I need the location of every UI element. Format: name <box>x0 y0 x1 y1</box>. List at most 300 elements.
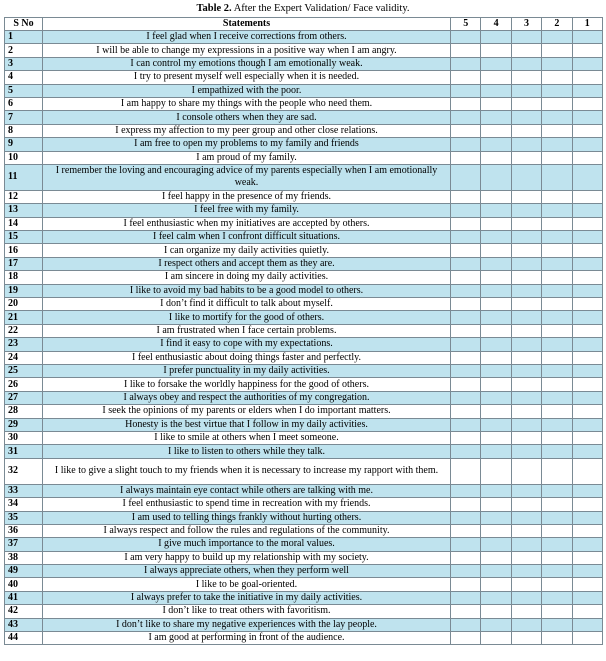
row-number-cell: 31 <box>5 445 43 458</box>
rating-cell-3 <box>511 57 541 70</box>
table-row <box>5 217 603 230</box>
statement-cell: I always respect and follow the rules and regulations of the community. <box>43 524 451 537</box>
rating-cell-5 <box>451 591 481 604</box>
table-row <box>5 391 603 404</box>
rating-cell-5 <box>451 391 481 404</box>
table-row <box>5 84 603 97</box>
rating-cell-1 <box>572 231 602 244</box>
rating-cell-4 <box>481 445 511 458</box>
rating-cell-2 <box>542 632 572 645</box>
row-number-cell: 17 <box>5 257 43 270</box>
rating-cell-1 <box>572 364 602 377</box>
table-row <box>5 71 603 84</box>
rating-cell-5 <box>451 124 481 137</box>
rating-cell-4 <box>481 418 511 431</box>
column-header-statements: Statements <box>43 18 451 31</box>
rating-cell-1 <box>572 351 602 364</box>
rating-cell-3 <box>511 605 541 618</box>
rating-cell-5 <box>451 538 481 551</box>
statement-cell: I am proud of my family. <box>43 151 451 164</box>
rating-cell-1 <box>572 31 602 44</box>
row-number-cell: 44 <box>5 632 43 645</box>
rating-cell-2 <box>542 231 572 244</box>
rating-cell-2 <box>542 578 572 591</box>
rating-cell-1 <box>572 124 602 137</box>
rating-cell-4 <box>481 431 511 444</box>
rating-cell-3 <box>511 231 541 244</box>
statement-cell: I don’t like to treat others with favoritism. <box>43 605 451 618</box>
statement-cell: I empathized with the poor. <box>43 84 451 97</box>
row-number-cell: 13 <box>5 204 43 217</box>
rating-cell-1 <box>572 244 602 257</box>
row-number-cell: 30 <box>5 431 43 444</box>
rating-cell-1 <box>572 418 602 431</box>
rating-cell-1 <box>572 378 602 391</box>
table-row <box>5 164 603 190</box>
table-row <box>5 151 603 164</box>
statement-cell: I am sincere in doing my daily activities. <box>43 271 451 284</box>
rating-cell-4 <box>481 324 511 337</box>
statement-cell: I respect others and accept them as they are. <box>43 257 451 270</box>
rating-cell-2 <box>542 431 572 444</box>
row-number-cell: 20 <box>5 298 43 311</box>
rating-cell-5 <box>451 71 481 84</box>
rating-cell-1 <box>572 578 602 591</box>
statement-cell: I find it easy to cope with my expectations. <box>43 338 451 351</box>
table-row <box>5 44 603 57</box>
rating-cell-5 <box>451 551 481 564</box>
rating-cell-2 <box>542 71 572 84</box>
rating-cell-2 <box>542 511 572 524</box>
rating-cell-3 <box>511 538 541 551</box>
rating-cell-5 <box>451 44 481 57</box>
row-number-cell: 40 <box>5 578 43 591</box>
rating-cell-3 <box>511 190 541 203</box>
row-number-cell: 41 <box>5 591 43 604</box>
rating-cell-3 <box>511 257 541 270</box>
table-row <box>5 351 603 364</box>
rating-cell-1 <box>572 431 602 444</box>
table-row <box>5 431 603 444</box>
row-number-cell: 32 <box>5 458 43 484</box>
row-number-cell: 28 <box>5 405 43 418</box>
rating-cell-4 <box>481 44 511 57</box>
rating-cell-3 <box>511 44 541 57</box>
table-row <box>5 605 603 618</box>
rating-cell-5 <box>451 484 481 497</box>
rating-cell-1 <box>572 217 602 230</box>
row-number-cell: 49 <box>5 565 43 578</box>
statement-cell: I will be able to change my expressions in a positive way when I am angry. <box>43 44 451 57</box>
table-row <box>5 405 603 418</box>
statement-cell: I don’t find it difficult to talk about myself. <box>43 298 451 311</box>
rating-cell-2 <box>542 284 572 297</box>
statement-cell: I give much importance to the moral values. <box>43 538 451 551</box>
rating-cell-5 <box>451 138 481 151</box>
statement-cell: I always prefer to take the initiative in my daily activities. <box>43 591 451 604</box>
rating-cell-2 <box>542 204 572 217</box>
rating-cell-3 <box>511 418 541 431</box>
rating-cell-1 <box>572 565 602 578</box>
rating-cell-2 <box>542 324 572 337</box>
column-header-sno: S No <box>5 18 43 31</box>
column-header-rating-3: 3 <box>511 18 541 31</box>
rating-cell-3 <box>511 111 541 124</box>
statement-cell: I can organize my daily activities quietly. <box>43 244 451 257</box>
rating-cell-4 <box>481 458 511 484</box>
rating-cell-3 <box>511 524 541 537</box>
statement-cell: I console others when they are sad. <box>43 111 451 124</box>
rating-cell-1 <box>572 445 602 458</box>
rating-cell-5 <box>451 445 481 458</box>
rating-cell-3 <box>511 378 541 391</box>
rating-cell-5 <box>451 311 481 324</box>
rating-cell-3 <box>511 511 541 524</box>
row-number-cell: 43 <box>5 618 43 631</box>
rating-cell-1 <box>572 257 602 270</box>
validity-table <box>4 17 603 645</box>
statement-cell: I am used to telling things frankly without hurting others. <box>43 511 451 524</box>
statement-cell: I express my affection to my peer group and other close relations. <box>43 124 451 137</box>
rating-cell-3 <box>511 311 541 324</box>
row-number-cell: 38 <box>5 551 43 564</box>
rating-cell-3 <box>511 351 541 364</box>
rating-cell-1 <box>572 311 602 324</box>
rating-cell-5 <box>451 257 481 270</box>
statement-cell: I always obey and respect the authorities of my congregation. <box>43 391 451 404</box>
rating-cell-2 <box>542 111 572 124</box>
statement-cell: I like to give a slight touch to my friends when it is necessary to increase my rapport with them. <box>43 458 451 484</box>
rating-cell-1 <box>572 511 602 524</box>
rating-cell-4 <box>481 284 511 297</box>
row-number-cell: 15 <box>5 231 43 244</box>
rating-cell-3 <box>511 405 541 418</box>
statement-cell: I try to present myself well especially when it is needed. <box>43 71 451 84</box>
row-number-cell: 14 <box>5 217 43 230</box>
rating-cell-4 <box>481 378 511 391</box>
rating-cell-5 <box>451 231 481 244</box>
statement-cell: I feel enthusiastic to spend time in recreation with my friends. <box>43 498 451 511</box>
statement-cell: I like to be goal-oriented. <box>43 578 451 591</box>
row-number-cell: 35 <box>5 511 43 524</box>
table-row <box>5 298 603 311</box>
rating-cell-2 <box>542 498 572 511</box>
rating-cell-4 <box>481 124 511 137</box>
rating-cell-1 <box>572 632 602 645</box>
row-number-cell: 36 <box>5 524 43 537</box>
statement-cell: I am good at performing in front of the audience. <box>43 632 451 645</box>
rating-cell-5 <box>451 618 481 631</box>
rating-cell-2 <box>542 298 572 311</box>
rating-cell-4 <box>481 84 511 97</box>
rating-cell-3 <box>511 138 541 151</box>
table-row <box>5 31 603 44</box>
row-number-cell: 19 <box>5 284 43 297</box>
rating-cell-4 <box>481 271 511 284</box>
rating-cell-5 <box>451 498 481 511</box>
rating-cell-5 <box>451 284 481 297</box>
row-number-cell: 18 <box>5 271 43 284</box>
table-row <box>5 111 603 124</box>
rating-cell-4 <box>481 565 511 578</box>
rating-cell-5 <box>451 151 481 164</box>
rating-cell-5 <box>451 431 481 444</box>
rating-cell-4 <box>481 217 511 230</box>
row-number-cell: 37 <box>5 538 43 551</box>
rating-cell-1 <box>572 524 602 537</box>
column-header-rating-4: 4 <box>481 18 511 31</box>
rating-cell-4 <box>481 405 511 418</box>
row-number-cell: 23 <box>5 338 43 351</box>
rating-cell-5 <box>451 458 481 484</box>
rating-cell-5 <box>451 298 481 311</box>
statement-cell: I am free to open my problems to my family and friends <box>43 138 451 151</box>
table-row <box>5 632 603 645</box>
rating-cell-2 <box>542 84 572 97</box>
statement-cell: I like to smile at others when I meet someone. <box>43 431 451 444</box>
rating-cell-4 <box>481 338 511 351</box>
rating-cell-3 <box>511 431 541 444</box>
rating-cell-3 <box>511 164 541 190</box>
row-number-cell: 2 <box>5 44 43 57</box>
rating-cell-1 <box>572 151 602 164</box>
rating-cell-4 <box>481 138 511 151</box>
rating-cell-1 <box>572 204 602 217</box>
rating-cell-2 <box>542 605 572 618</box>
table-caption-label: Table 2. <box>196 3 232 14</box>
rating-cell-3 <box>511 151 541 164</box>
table-row <box>5 204 603 217</box>
rating-cell-2 <box>542 391 572 404</box>
rating-cell-5 <box>451 578 481 591</box>
rating-cell-2 <box>542 311 572 324</box>
rating-cell-4 <box>481 632 511 645</box>
rating-cell-3 <box>511 551 541 564</box>
rating-cell-4 <box>481 524 511 537</box>
table-body <box>5 31 603 645</box>
row-number-cell: 5 <box>5 84 43 97</box>
row-number-cell: 22 <box>5 324 43 337</box>
statement-cell: I feel free with my family. <box>43 204 451 217</box>
rating-cell-2 <box>542 565 572 578</box>
row-number-cell: 21 <box>5 311 43 324</box>
column-header-rating-5: 5 <box>451 18 481 31</box>
rating-cell-4 <box>481 231 511 244</box>
rating-cell-3 <box>511 31 541 44</box>
rating-cell-4 <box>481 298 511 311</box>
rating-cell-1 <box>572 591 602 604</box>
rating-cell-2 <box>542 124 572 137</box>
rating-cell-1 <box>572 338 602 351</box>
statement-cell: I seek the opinions of my parents or elders when I do important matters. <box>43 405 451 418</box>
statement-cell: I am very happy to build up my relationship with my society. <box>43 551 451 564</box>
rating-cell-1 <box>572 324 602 337</box>
table-row <box>5 257 603 270</box>
table-row <box>5 591 603 604</box>
rating-cell-5 <box>451 57 481 70</box>
rating-cell-4 <box>481 511 511 524</box>
row-number-cell: 26 <box>5 378 43 391</box>
table-row <box>5 524 603 537</box>
rating-cell-2 <box>542 551 572 564</box>
rating-cell-4 <box>481 164 511 190</box>
rating-cell-2 <box>542 164 572 190</box>
rating-cell-4 <box>481 351 511 364</box>
table-row <box>5 57 603 70</box>
rating-cell-5 <box>451 565 481 578</box>
rating-cell-5 <box>451 524 481 537</box>
rating-cell-3 <box>511 565 541 578</box>
rating-cell-2 <box>542 257 572 270</box>
rating-cell-1 <box>572 190 602 203</box>
rating-cell-5 <box>451 605 481 618</box>
rating-cell-1 <box>572 498 602 511</box>
rating-cell-5 <box>451 511 481 524</box>
rating-cell-2 <box>542 151 572 164</box>
column-header-rating-2: 2 <box>542 18 572 31</box>
rating-cell-1 <box>572 164 602 190</box>
rating-cell-5 <box>451 111 481 124</box>
table-row <box>5 338 603 351</box>
row-number-cell: 7 <box>5 111 43 124</box>
rating-cell-2 <box>542 378 572 391</box>
rating-cell-4 <box>481 97 511 110</box>
table-row <box>5 458 603 484</box>
rating-cell-3 <box>511 458 541 484</box>
statement-cell: I prefer punctuality in my daily activities. <box>43 364 451 377</box>
row-number-cell: 25 <box>5 364 43 377</box>
rating-cell-3 <box>511 391 541 404</box>
rating-cell-3 <box>511 298 541 311</box>
rating-cell-1 <box>572 284 602 297</box>
row-number-cell: 29 <box>5 418 43 431</box>
rating-cell-2 <box>542 271 572 284</box>
table-row <box>5 511 603 524</box>
rating-cell-1 <box>572 138 602 151</box>
rating-cell-1 <box>572 84 602 97</box>
statement-cell: I can control my emotions though I am emotionally weak. <box>43 57 451 70</box>
rating-cell-1 <box>572 538 602 551</box>
rating-cell-2 <box>542 445 572 458</box>
table-row <box>5 284 603 297</box>
statement-cell: I feel calm when I confront difficult situations. <box>43 231 451 244</box>
rating-cell-1 <box>572 111 602 124</box>
rating-cell-1 <box>572 458 602 484</box>
rating-cell-5 <box>451 405 481 418</box>
rating-cell-1 <box>572 97 602 110</box>
table-row <box>5 565 603 578</box>
rating-cell-3 <box>511 338 541 351</box>
rating-cell-2 <box>542 351 572 364</box>
rating-cell-3 <box>511 324 541 337</box>
rating-cell-5 <box>451 164 481 190</box>
rating-cell-3 <box>511 591 541 604</box>
rating-cell-4 <box>481 538 511 551</box>
rating-cell-2 <box>542 97 572 110</box>
row-number-cell: 11 <box>5 164 43 190</box>
statement-cell: I am happy to share my things with the people who need them. <box>43 97 451 110</box>
table-row <box>5 498 603 511</box>
rating-cell-1 <box>572 391 602 404</box>
rating-cell-4 <box>481 484 511 497</box>
rating-cell-1 <box>572 71 602 84</box>
rating-cell-3 <box>511 484 541 497</box>
rating-cell-2 <box>542 44 572 57</box>
statement-cell: I am frustrated when I face certain problems. <box>43 324 451 337</box>
row-number-cell: 4 <box>5 71 43 84</box>
row-number-cell: 34 <box>5 498 43 511</box>
rating-cell-4 <box>481 311 511 324</box>
row-number-cell: 42 <box>5 605 43 618</box>
rating-cell-2 <box>542 57 572 70</box>
rating-cell-3 <box>511 284 541 297</box>
table-row <box>5 244 603 257</box>
rating-cell-5 <box>451 324 481 337</box>
table-row <box>5 324 603 337</box>
rating-cell-5 <box>451 632 481 645</box>
rating-cell-4 <box>481 31 511 44</box>
table-row <box>5 538 603 551</box>
row-number-cell: 1 <box>5 31 43 44</box>
statement-cell: I always maintain eye contact while others are talking with me. <box>43 484 451 497</box>
rating-cell-4 <box>481 151 511 164</box>
rating-cell-4 <box>481 257 511 270</box>
rating-cell-2 <box>542 31 572 44</box>
row-number-cell: 27 <box>5 391 43 404</box>
rating-cell-4 <box>481 391 511 404</box>
statement-cell: I feel enthusiastic when my initiatives are accepted by others. <box>43 217 451 230</box>
rating-cell-2 <box>542 338 572 351</box>
rating-cell-5 <box>451 378 481 391</box>
table-caption <box>0 0 606 17</box>
rating-cell-3 <box>511 632 541 645</box>
rating-cell-1 <box>572 484 602 497</box>
statement-cell: I like to forsake the worldly happiness for the good of others. <box>43 378 451 391</box>
rating-cell-5 <box>451 190 481 203</box>
rating-cell-4 <box>481 605 511 618</box>
table-caption-text: After the Expert Validation/ Face validity. <box>233 3 410 14</box>
row-number-cell: 12 <box>5 190 43 203</box>
rating-cell-2 <box>542 138 572 151</box>
rating-cell-3 <box>511 271 541 284</box>
rating-cell-4 <box>481 190 511 203</box>
row-number-cell: 3 <box>5 57 43 70</box>
rating-cell-5 <box>451 217 481 230</box>
table-row <box>5 364 603 377</box>
row-number-cell: 8 <box>5 124 43 137</box>
rating-cell-2 <box>542 484 572 497</box>
table-row <box>5 378 603 391</box>
rating-cell-4 <box>481 244 511 257</box>
rating-cell-4 <box>481 364 511 377</box>
rating-cell-2 <box>542 364 572 377</box>
rating-cell-5 <box>451 97 481 110</box>
row-number-cell: 24 <box>5 351 43 364</box>
rating-cell-4 <box>481 618 511 631</box>
rating-cell-1 <box>572 57 602 70</box>
statement-cell: I don’t like to share my negative experiences with the lay people. <box>43 618 451 631</box>
rating-cell-2 <box>542 418 572 431</box>
rating-cell-3 <box>511 204 541 217</box>
table-row <box>5 551 603 564</box>
rating-cell-2 <box>542 217 572 230</box>
statement-cell: I feel enthusiastic about doing things faster and perfectly. <box>43 351 451 364</box>
rating-cell-3 <box>511 618 541 631</box>
rating-cell-5 <box>451 338 481 351</box>
rating-cell-2 <box>542 538 572 551</box>
rating-cell-3 <box>511 84 541 97</box>
rating-cell-1 <box>572 298 602 311</box>
